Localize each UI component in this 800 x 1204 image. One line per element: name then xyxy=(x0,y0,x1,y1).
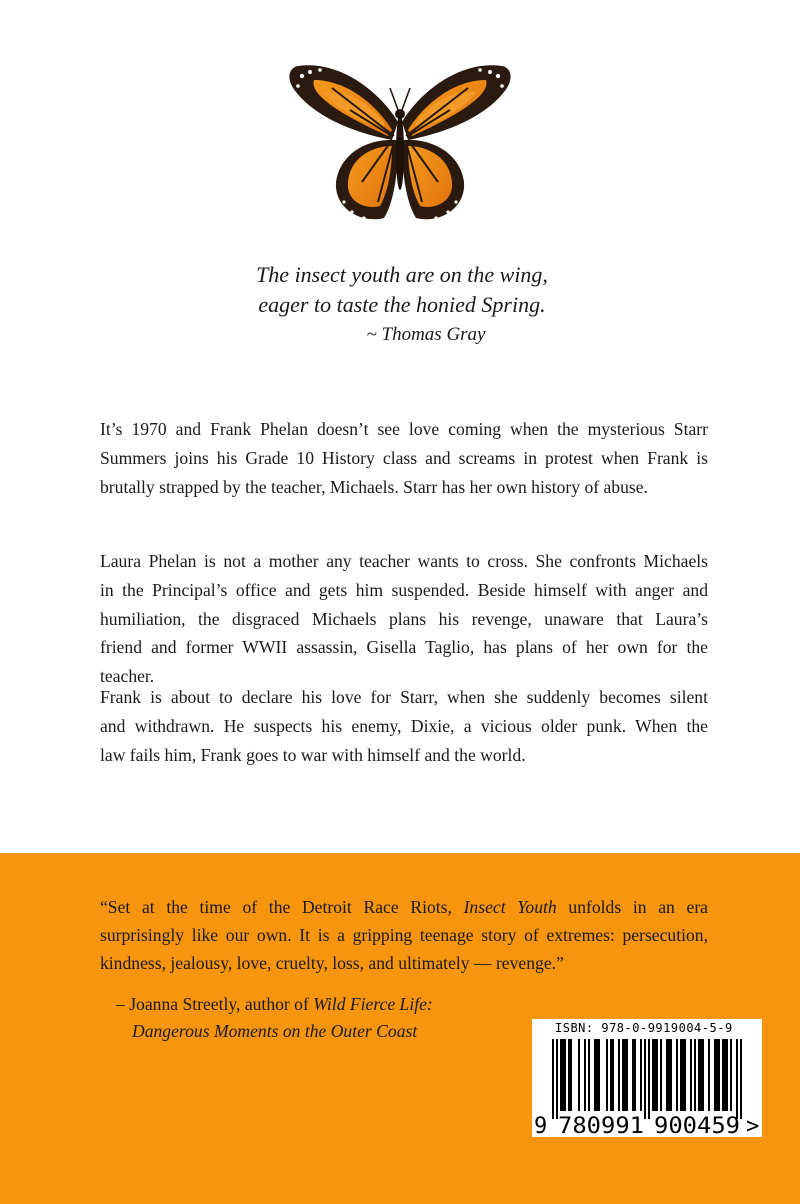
barcode-bar xyxy=(648,1039,650,1119)
barcode-bar xyxy=(622,1039,624,1111)
barcode-bar xyxy=(588,1039,590,1111)
barcode-bar xyxy=(654,1039,656,1111)
barcode-digits-left: 780991 xyxy=(558,1114,644,1137)
monarch-butterfly-illustration xyxy=(280,52,520,232)
barcode-bar xyxy=(652,1039,654,1111)
barcode-bar xyxy=(724,1039,726,1111)
barcode-bar xyxy=(716,1039,718,1111)
barcode-bar xyxy=(708,1039,710,1111)
attribution-author: – Joanna Streetly, author of xyxy=(116,994,309,1014)
barcode-bar xyxy=(612,1039,614,1111)
review-line-1-post: unfolds in an era xyxy=(568,897,708,917)
barcode-bar xyxy=(736,1039,738,1119)
barcode-bar xyxy=(568,1039,570,1111)
barcode-bar xyxy=(552,1039,554,1119)
barcode-digits-right: 900459 xyxy=(654,1114,740,1137)
barcode-bar xyxy=(656,1039,658,1111)
blurb-line: humiliation, the disgraced Michaels plans his revenge, unaware that Laura’s xyxy=(100,608,708,629)
barcode-bar xyxy=(632,1039,634,1111)
attribution-title-part-2: Dangerous Moments on the Outer Coast xyxy=(132,1021,418,1041)
barcode-bar xyxy=(606,1039,608,1111)
barcode-bar xyxy=(700,1039,702,1111)
epigraph-line-1: The insect youth are on the wing, xyxy=(256,262,548,287)
barcode-bar xyxy=(634,1039,636,1111)
barcode-bar xyxy=(740,1039,742,1119)
blurb-line: Frank is about to declare his love for Starr, when she suddenly becomes silent xyxy=(100,687,708,707)
barcode-bar xyxy=(560,1039,562,1111)
barcode-bar xyxy=(578,1039,580,1111)
review-line-1 xyxy=(100,893,708,921)
epigraph-attribution: ~ Thomas Gray xyxy=(366,324,486,345)
barcode-bar xyxy=(556,1039,558,1119)
barcode-bar xyxy=(570,1039,572,1111)
review-line-3: kindness, jealousy, love, cruelty, loss, and ultimately — revenge.” xyxy=(100,953,564,973)
blurb-line: teacher. xyxy=(100,666,155,687)
review-line-2: surprisingly like our own. It is a gripping teenage story of extremes: persecution, xyxy=(100,925,708,945)
blurb-paragraph-3 xyxy=(100,683,708,769)
barcode-bar xyxy=(694,1039,696,1111)
barcode-bar xyxy=(584,1039,586,1111)
blurb-paragraph-2 xyxy=(100,547,708,691)
barcode-bar xyxy=(598,1039,600,1111)
barcode-bar xyxy=(718,1039,720,1111)
barcode-bar xyxy=(714,1039,716,1111)
barcode-bar xyxy=(564,1039,566,1111)
barcode-bar xyxy=(640,1039,642,1111)
barcode-bar xyxy=(610,1039,612,1111)
barcode-bar xyxy=(670,1039,672,1111)
barcode-quiet-zone-mark: > xyxy=(746,1114,760,1137)
barcode-digit-lead: 9 xyxy=(534,1114,548,1137)
barcode-bar xyxy=(666,1039,668,1111)
review-line-1-pre: “Set at the time of the Detroit Race Riots, xyxy=(100,897,452,917)
review-quote xyxy=(100,893,708,977)
review-book-title: Insect Youth xyxy=(463,897,557,917)
blurb-line: It’s 1970 and Frank Phelan doesn’t see love coming when the mysterious Starr xyxy=(100,419,708,439)
barcode-bar xyxy=(618,1039,620,1111)
barcode-bar xyxy=(682,1039,684,1111)
barcode-bar xyxy=(596,1039,598,1111)
barcode-bars xyxy=(552,1039,742,1119)
barcode-bar xyxy=(730,1039,732,1111)
attribution-title-part-1: Wild Fierce Life: xyxy=(313,994,433,1014)
blurb-line: Summers joins his Grade 10 History class and screams in protest when Frank is xyxy=(100,447,708,468)
barcode-bar xyxy=(690,1039,692,1111)
blurb-line: law fails him, Frank goes to war with himself and the world. xyxy=(100,744,526,765)
barcode-bar xyxy=(702,1039,704,1111)
barcode-bar xyxy=(680,1039,682,1111)
blurb-line: friend and former WWII assassin, Gisella Taglio, has plans of her own for the xyxy=(100,637,708,658)
isbn-label: ISBN: 978-0-9919004-5-9 xyxy=(555,1021,733,1035)
epigraph-line-2: eager to taste the honied Spring. xyxy=(258,292,546,317)
barcode-bar xyxy=(684,1039,686,1111)
barcode-bar xyxy=(562,1039,564,1111)
blurb-line: Laura Phelan is not a mother any teacher wants to cross. She confronts Michaels xyxy=(100,551,708,571)
blurb-line: in the Principal’s office and gets him suspended. Beside himself with anger and xyxy=(100,579,708,600)
barcode-bar xyxy=(698,1039,700,1111)
isbn-barcode xyxy=(532,1037,762,1137)
barcode-bar xyxy=(594,1039,596,1111)
barcode-bar xyxy=(626,1039,628,1111)
barcode-bar xyxy=(660,1039,662,1111)
barcode-bar xyxy=(624,1039,626,1111)
blurb-paragraph-1 xyxy=(100,415,708,501)
barcode-bar xyxy=(644,1039,646,1119)
barcode-bar xyxy=(668,1039,670,1111)
blurb-line: and withdrawn. He suspects his enemy, Dixie, a vicious older punk. When the xyxy=(100,715,708,736)
barcode-bar xyxy=(676,1039,678,1111)
barcode-bar xyxy=(722,1039,724,1111)
review-attribution xyxy=(116,990,433,1018)
barcode-bar xyxy=(726,1039,728,1111)
blurb-line: brutally strapped by the teacher, Michaels. Starr has her own history of abuse. xyxy=(100,476,648,497)
